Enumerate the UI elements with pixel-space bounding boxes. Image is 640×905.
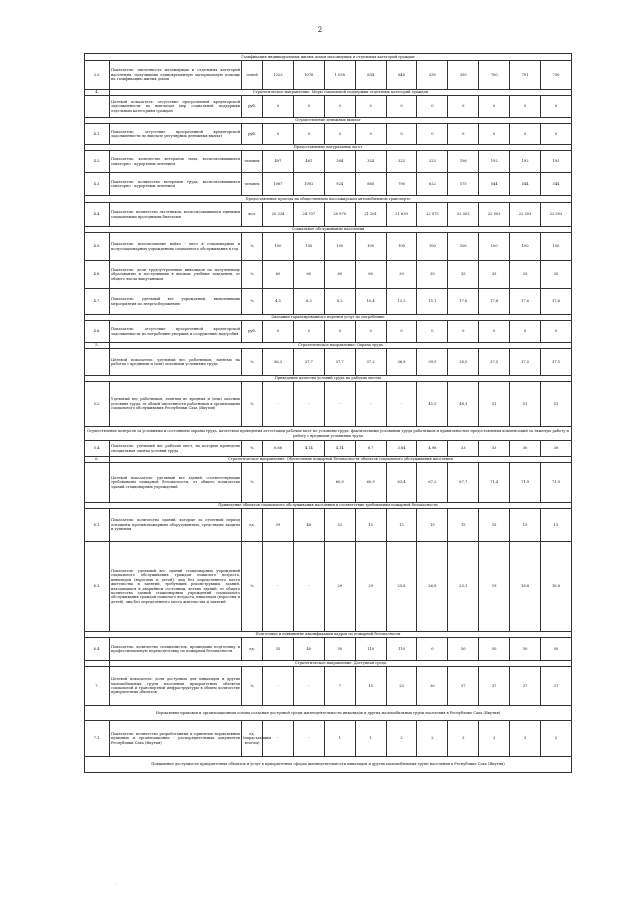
value-cell: 71,4	[479, 463, 510, 503]
value-cell: 0	[417, 321, 448, 343]
indicator-row	[85, 96, 572, 118]
indicator-row	[85, 321, 572, 343]
value-cell: -	[355, 382, 386, 427]
value-cell: 544	[541, 173, 572, 196]
value-cell: 0	[324, 124, 355, 145]
value-cell: 17,6	[541, 289, 572, 315]
value-cell: 37,7	[324, 349, 355, 376]
value-cell: 8,2	[324, 289, 355, 315]
row-number: 4.7.	[85, 289, 110, 315]
value-cell: 37	[479, 667, 510, 706]
value-cell: 35	[510, 261, 541, 289]
value-cell: 4,5	[263, 289, 294, 315]
value-cell: 0	[324, 96, 355, 118]
value-cell: 21 261	[355, 203, 386, 227]
value-cell: 23,1	[448, 542, 479, 632]
value-cell: 33	[448, 441, 479, 457]
value-cell: 322	[386, 151, 417, 173]
value-cell: 60	[263, 261, 294, 289]
unit-cell: чел.	[242, 203, 263, 227]
value-cell: 30	[541, 441, 572, 457]
indicator-name: Показатель: количество льготников, воспользовавшихся едиными социальными проездными билетами	[110, 203, 242, 227]
value-cell: 22 503	[510, 203, 541, 227]
unit-cell: %	[242, 463, 263, 503]
subsection-title: Газификация индивидуальных жилых домов малоимущих и отдельных категорий граждан	[85, 54, 572, 61]
unit-cell: %	[242, 233, 263, 261]
value-cell: 37	[541, 667, 572, 706]
value-cell: 19	[479, 542, 510, 632]
indicator-row	[85, 638, 572, 661]
row-number: 7.	[85, 667, 110, 706]
value-cell: 3	[510, 721, 541, 757]
value-cell	[293, 463, 324, 503]
unit-cell: семей	[242, 61, 263, 90]
subsection-title: Приведение качества условий труда на рабочих местах	[85, 376, 572, 382]
value-cell: 29	[355, 542, 386, 632]
row-number: 4.6.	[85, 261, 110, 289]
value-cell: 51	[510, 382, 541, 427]
value-cell: -	[263, 382, 294, 427]
section-title: Стратегическое направление: Доступная среда	[110, 661, 572, 667]
value-cell: 192	[541, 151, 572, 173]
value-cell: 71,9	[510, 463, 541, 503]
value-cell: 51	[541, 382, 572, 427]
value-cell: 71,9	[541, 463, 572, 503]
unit-cell: %	[242, 261, 263, 289]
value-cell: 924	[324, 173, 355, 196]
value-cell: 1 038	[324, 61, 355, 90]
value-cell: 0	[448, 321, 479, 343]
value-cell: 461	[293, 151, 324, 173]
value-cell: 15	[417, 509, 448, 542]
row-number: 6.4.	[85, 638, 110, 661]
value-cell: 22 503	[541, 203, 572, 227]
value-cell: 36,8	[386, 349, 417, 376]
indicators-table	[84, 53, 571, 773]
value-cell: 100	[448, 233, 479, 261]
value-cell: 15	[386, 509, 417, 542]
value-cell: 7	[324, 667, 355, 706]
indicator-row	[85, 61, 572, 90]
indicator-row	[85, 261, 572, 289]
indicator-name: Показатель: использование койко - мест в стационарных и полустационарных учреждениях социального обслуживания в год	[110, 233, 242, 261]
value-cell: 865	[355, 173, 386, 196]
value-cell: 51	[479, 382, 510, 427]
value-cell: 0	[263, 124, 294, 145]
indicator-name: Показатель: доля трудоустроенных инвалидов по полученному образованию и поступивших в высшие учебные заведения, от общего числа выпускников	[110, 261, 242, 289]
value-cell: 1002	[293, 173, 324, 196]
subsection-title: Повышение доступности приоритетных объектов и услуг в приоритетных сферах жизнедеятельности инвалидов и других маломобильных групп населения в Республике Саха (Якутия)	[85, 757, 572, 773]
value-cell: 0	[479, 96, 510, 118]
value-cell: 192	[510, 151, 541, 173]
value-cell: 648	[386, 61, 417, 90]
value-cell: 22 503	[479, 203, 510, 227]
indicator-row	[85, 349, 572, 376]
value-cell: 100	[417, 233, 448, 261]
row-number: 7.1.	[85, 721, 110, 757]
value-cell: 15	[448, 509, 479, 542]
value-cell: 17,6	[448, 289, 479, 315]
value-cell: 1223	[263, 61, 294, 90]
value-cell: 0	[263, 96, 294, 118]
subsection-title: Осуществление контроля за условиями и состоянием охраны труда, качеством проведения аттестации рабочих мест по условиям труда, фактическими условиями труда работников и правильностью предоставления компенсаций за тяжелую работу и работу с вредными условиями труда	[85, 427, 572, 441]
subsection-row	[85, 706, 572, 721]
value-cell: 0	[510, 96, 541, 118]
subsection-title: Социальное обслуживание населения	[85, 227, 572, 233]
value-cell: 37	[448, 667, 479, 706]
indicator-name: Целевой показатель: удельный вес работников, занятых на работах с вредными и (или) опасными условиями труда	[110, 349, 242, 376]
value-cell: 110	[386, 638, 417, 661]
indicator-row	[85, 463, 572, 503]
row-number: 4.4.	[85, 203, 110, 227]
value-cell: 50	[541, 638, 572, 661]
section-number: 5.	[85, 343, 110, 349]
value-cell: 0	[448, 96, 479, 118]
value-cell: 192	[479, 151, 510, 173]
indicator-row	[85, 382, 572, 427]
value-cell: 834	[355, 61, 386, 90]
unit-cell: %	[242, 382, 263, 427]
indicator-name: Показатель: удельный вес рабочих мест, на которых проведена специальная оценка условий труда	[110, 441, 242, 457]
value-cell: 223	[417, 151, 448, 173]
value-cell: 67,7	[448, 463, 479, 503]
value-cell: 0	[510, 124, 541, 145]
subsection-title: Предоставление проезда на общественном пассажирском автомобильном транспорте	[85, 196, 572, 203]
value-cell: 39,5	[417, 349, 448, 376]
value-cell: 60	[324, 261, 355, 289]
value-cell: 35	[479, 261, 510, 289]
value-cell: 0	[324, 321, 355, 343]
value-cell: 17,6	[479, 289, 510, 315]
row-number: 6.3.	[85, 542, 110, 632]
subsection-title: Подготовка и повышение квалификации кадров по пожарной безопасности	[85, 632, 572, 638]
section-title: Стратегическое направление: Меры социальной поддержки отдельных категорий граждан	[110, 90, 572, 96]
value-cell: 20 970	[324, 203, 355, 227]
value-cell: 110	[355, 638, 386, 661]
indicator-name: Показатель: количество ветеранов труда, воспользовавшихся санаторно - курортным лечением	[110, 173, 242, 196]
value-cell: 0	[355, 321, 386, 343]
indicator-name: Целевой показатель: отсутствие просроченной кредиторской задолженности по выплатам мер социальной поддержки отдельным категориям граждан	[110, 96, 242, 118]
value-cell: 1076	[293, 61, 324, 90]
value-cell: 15	[510, 509, 541, 542]
value-cell: 15	[541, 509, 572, 542]
row-number	[85, 96, 110, 118]
value-cell: 100	[263, 233, 294, 261]
unit-cell: человек	[242, 151, 263, 173]
value-cell: 36,3	[263, 349, 294, 376]
indicator-name: Показатель: удельный вес учреждений, выполнивших мероприятия по энергосбережению	[110, 289, 242, 315]
value-cell: 0,68	[263, 441, 294, 457]
value-cell: 497	[263, 151, 294, 173]
value-cell: 0	[448, 124, 479, 145]
value-cell: 30	[510, 441, 541, 457]
value-cell: 4,14	[324, 441, 355, 457]
subsection-title: Осуществление денежных выплат	[85, 118, 572, 124]
value-cell: 15	[479, 509, 510, 542]
indicator-row	[85, 441, 572, 457]
value-cell: 100	[386, 233, 417, 261]
indicator-row	[85, 151, 572, 173]
indicator-row	[85, 173, 572, 196]
value-cell: 39	[263, 509, 294, 542]
section-number: 4.	[85, 90, 110, 96]
value-cell: 0	[479, 124, 510, 145]
value-cell: 530	[417, 61, 448, 90]
indicator-row	[85, 542, 572, 632]
value-cell: 37,5	[479, 349, 510, 376]
unit-cell: руб.	[242, 96, 263, 118]
row-number: 4.2.	[85, 151, 110, 173]
value-cell: 100	[293, 233, 324, 261]
indicator-row	[85, 289, 572, 315]
indicator-row	[85, 124, 572, 145]
value-cell: 38,5	[448, 349, 479, 376]
value-cell: 13,2	[386, 289, 417, 315]
indicators-table-body	[85, 54, 572, 773]
value-cell: 0	[293, 96, 324, 118]
value-cell: 33	[479, 441, 510, 457]
value-cell: 35	[263, 638, 294, 661]
unit-cell: ед. (нарастающим итогом)	[242, 721, 263, 757]
value-cell: 1	[355, 721, 386, 757]
value-cell: -	[293, 721, 324, 757]
subsection-title: Нормативно-правовая и организационная основа создания доступной среды жизнедеятельности инвалидов и других маломобильных групп населения в Республике Саха (Якутия)	[85, 706, 572, 721]
value-cell: 0	[510, 321, 541, 343]
value-cell: 0	[479, 321, 510, 343]
value-cell: -	[263, 542, 294, 632]
value-cell: 22 075	[417, 203, 448, 227]
row-number: 4.8.	[85, 321, 110, 343]
indicator-row	[85, 509, 572, 542]
value-cell: 100	[479, 233, 510, 261]
value-cell: 18,8	[541, 542, 572, 632]
indicator-name: Показатель: количество ветеранов тыла, воспользовавшихся санаторно - курортным лечением	[110, 151, 242, 173]
subsection-title: Приведение объектов социального обслуживания населения в соответствие требованиям пожарной безопасности	[85, 503, 572, 509]
value-cell: 790	[386, 173, 417, 196]
value-cell: 25,8	[386, 542, 417, 632]
value-cell: 2	[386, 721, 417, 757]
value-cell: 26,8	[417, 542, 448, 632]
value-cell: 100	[355, 233, 386, 261]
value-cell: 0	[355, 96, 386, 118]
indicator-name: Показатель: отсутствие просроченной кредиторской задолженности по выплате регулярных денежных выплат	[110, 124, 242, 145]
row-number: 4.5.	[85, 233, 110, 261]
value-cell: -	[293, 542, 324, 632]
value-cell: 622	[417, 173, 448, 196]
value-cell: -	[293, 667, 324, 706]
value-cell: -	[263, 721, 294, 757]
indicator-name: Показатель: удельный вес зданий стационарных учреждений социального обслуживания граждан пожилого возраста, инвалидов (взрослых и детей), лиц без определенного места жительства и занятий, требующих реконструкции, зданий, находящихся в аварийном состоянии, ветхих зданий, от общего количества зданий стационарных учреждений социального обслуживания граждан пожилого возраста, инвалидов (взрослых и детей), лиц без определенного места жительства и занятий	[110, 542, 242, 632]
unit-cell: %	[242, 667, 263, 706]
value-cell: 37,7	[293, 349, 324, 376]
row-number: 3.5.	[85, 61, 110, 90]
indicator-row	[85, 667, 572, 706]
value-cell: 730	[541, 61, 572, 90]
value-cell: 700	[479, 61, 510, 90]
indicator-name: Целевой показатель: доля доступных для инвалидов и других маломобильных групп населения приоритетных объектов социальной и транспортной инфраструктуры в общем количестве приоритетных объектов	[110, 667, 242, 706]
value-cell: 1087	[263, 173, 294, 196]
value-cell: 15,1	[417, 289, 448, 315]
unit-cell: руб.	[242, 321, 263, 343]
value-cell: 60	[293, 261, 324, 289]
value-cell: -	[324, 382, 355, 427]
value-cell: 2	[417, 721, 448, 757]
scan-mark: ·	[116, 882, 118, 888]
value-cell: 48,3	[448, 382, 479, 427]
value-cell: -	[263, 667, 294, 706]
value-cell: 0	[541, 321, 572, 343]
value-cell: 45,5	[417, 382, 448, 427]
value-cell: 10,4	[355, 289, 386, 315]
value-cell: 29	[324, 542, 355, 632]
value-cell: 0	[293, 321, 324, 343]
value-cell: 24 707	[293, 203, 324, 227]
value-cell: 6,3	[293, 289, 324, 315]
subsection-row	[85, 757, 572, 773]
value-cell: 575	[448, 173, 479, 196]
value-cell: 37,2	[355, 349, 386, 376]
unit-cell: ед.	[242, 638, 263, 661]
value-cell: 544	[510, 173, 541, 196]
row-number: 5.4.	[85, 441, 110, 457]
value-cell: 35	[448, 261, 479, 289]
value-cell: 50	[448, 638, 479, 661]
subsection-title: Предоставление натуральных льгот	[85, 145, 572, 151]
indicator-row	[85, 203, 572, 227]
row-number: 4.3.	[85, 173, 110, 196]
value-cell: 1	[324, 721, 355, 757]
indicator-name: Показатель: численность малоимущих и отдельных категорий населения, получивших единовременную материальную помощь на газификацию жилых домов	[110, 61, 242, 90]
page-number: 2	[317, 26, 323, 34]
value-cell: 196	[448, 151, 479, 173]
value-cell: 0	[417, 96, 448, 118]
value-cell: 37,5	[541, 349, 572, 376]
value-cell: 15	[355, 667, 386, 706]
value-cell: 3	[541, 721, 572, 757]
value-cell: 4,14	[293, 441, 324, 457]
unit-cell: ед.	[242, 509, 263, 542]
indicator-name: Показатель: количество зданий, которые за отчетный период оснащены противопожарным оборудованием, средствами защиты и тушения	[110, 509, 242, 542]
value-cell: 0	[417, 124, 448, 145]
indicator-row	[85, 233, 572, 261]
value-cell: 544	[479, 173, 510, 196]
indicator-name: Показатель: отсутствие просроченной кредиторской задолженности по погребению умерших и сооружению надгробия	[110, 321, 242, 343]
value-cell: 100	[324, 233, 355, 261]
value-cell: 50	[479, 638, 510, 661]
value-cell: 15	[355, 509, 386, 542]
value-cell: 0	[355, 124, 386, 145]
value-cell: 3,84	[386, 441, 417, 457]
value-cell: 0	[263, 321, 294, 343]
value-cell: 384	[324, 151, 355, 173]
value-cell: 35	[541, 261, 572, 289]
value-cell: 23	[386, 667, 417, 706]
value-cell: -	[293, 382, 324, 427]
indicator-name: Показатель: количество разработанных и принятых нормативных правовых и организационно - распорядительных документов Республики Саха (Якутия)	[110, 721, 242, 757]
indicator-name: Целевой показатель: удельный вес зданий, соответствующих требованиям пожарной безопасности, от общего количества зданий стационарных учреждений	[110, 463, 242, 503]
value-cell: 50	[324, 638, 355, 661]
value-cell: 100	[510, 233, 541, 261]
value-cell: 60,9	[355, 463, 386, 503]
value-cell: 40	[293, 638, 324, 661]
value-cell: 0	[541, 96, 572, 118]
value-cell: 0	[417, 638, 448, 661]
section-title: Стратегическое направление: Охрана труда	[110, 343, 572, 349]
indicator-name: Удельный вес работников, занятых во вредных и (или) опасных условиях труда, от общей численности работников в организациях социального обслуживания Республики Саха (Якутия)	[110, 382, 242, 427]
section-title: Стратегическое направление: Обеспечение пожарной безопасности объектов социального обслуживания населения	[110, 457, 572, 463]
value-cell: 324	[355, 151, 386, 173]
row-number: 6.1.	[85, 509, 110, 542]
row-number: 5.2.	[85, 382, 110, 427]
value-cell: 8,7	[355, 441, 386, 457]
section-number: 6.	[85, 457, 110, 463]
unit-cell: %	[242, 441, 263, 457]
unit-cell: %	[242, 349, 263, 376]
value-cell: 21 639	[386, 203, 417, 227]
value-cell: 37	[510, 667, 541, 706]
row-number: 4.1.	[85, 124, 110, 145]
value-cell: 0	[541, 124, 572, 145]
value-cell: 4,98	[417, 441, 448, 457]
indicator-name: Показатель: количество специалистов, прошедших подготовку и профессиональную переподготовку по пожарной безопасности	[110, 638, 242, 661]
value-cell: 30	[417, 667, 448, 706]
indicator-row	[85, 721, 572, 757]
value-cell: 3	[479, 721, 510, 757]
value-cell	[263, 463, 294, 503]
unit-cell: человек	[242, 173, 263, 196]
value-cell: 100	[541, 233, 572, 261]
value-cell: 67,2	[417, 463, 448, 503]
value-cell: 20 334	[263, 203, 294, 227]
row-number	[85, 349, 110, 376]
value-cell: 18,8	[510, 542, 541, 632]
value-cell: 60	[355, 261, 386, 289]
subsection-title: Оказание гарантированного перечня услуг по погребению	[85, 315, 572, 321]
value-cell: 37,5	[510, 349, 541, 376]
value-cell: 0	[293, 124, 324, 145]
value-cell: 53	[324, 509, 355, 542]
value-cell: 46	[293, 509, 324, 542]
value-cell: 17,6	[510, 289, 541, 315]
value-cell: 39	[386, 261, 417, 289]
value-cell: 0	[386, 96, 417, 118]
subsection-row	[85, 427, 572, 441]
value-cell: 350	[448, 61, 479, 90]
value-cell: 60,9	[324, 463, 355, 503]
value-cell: 0	[386, 124, 417, 145]
row-number	[85, 463, 110, 503]
unit-cell: %	[242, 289, 263, 315]
value-cell: -	[386, 382, 417, 427]
value-cell: 63,4	[386, 463, 417, 503]
value-cell: 3	[448, 721, 479, 757]
subsection-row	[85, 54, 572, 61]
value-cell: 701	[510, 61, 541, 90]
value-cell: 22 503	[448, 203, 479, 227]
value-cell: 50	[510, 638, 541, 661]
value-cell: 0	[386, 321, 417, 343]
subsection-row	[85, 196, 572, 203]
unit-cell: %	[242, 542, 263, 632]
unit-cell: руб.	[242, 124, 263, 145]
value-cell: 35	[417, 261, 448, 289]
